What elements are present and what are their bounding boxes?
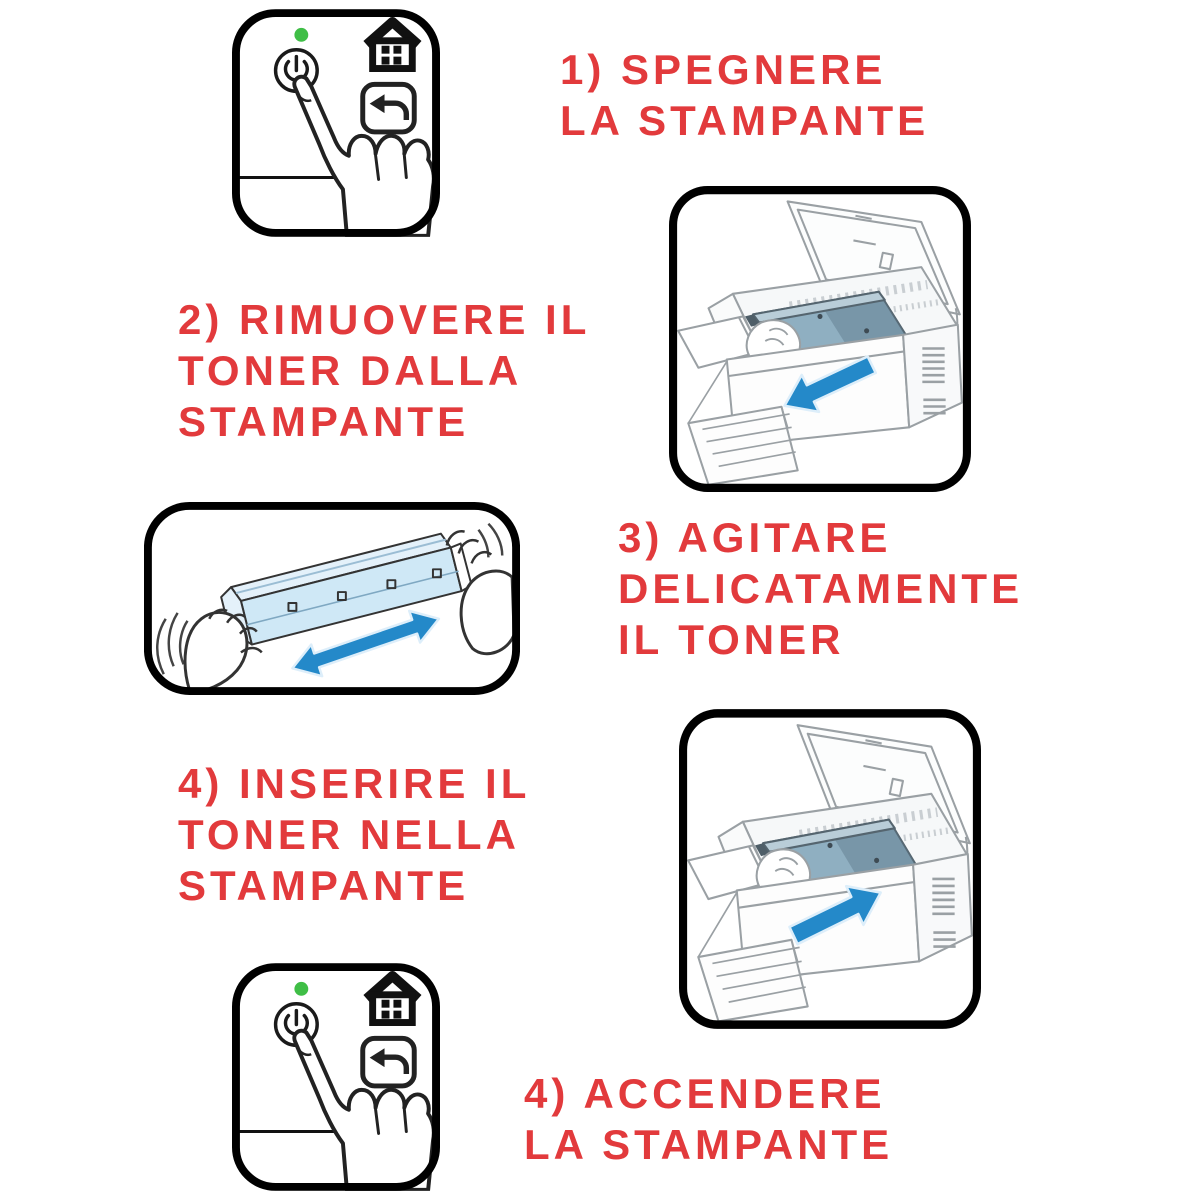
shake-toner-illustration [142,502,522,695]
power-off-illustration [232,8,440,238]
printer-insert-toner-illustration [678,708,982,1030]
step-3-line-3: IL TONER [618,616,845,663]
step-5-line-1: 4) ACCENDERE [524,1070,886,1117]
step-3-line-1: 3) AGITARE [618,514,892,561]
step-4-text [178,758,530,911]
step-3-line-2: DELICATAMENTE [618,565,1024,612]
step-4-line-1: 4) INSERIRE IL [178,760,531,807]
step-4-line-2: TONER NELLA [178,811,520,858]
step-3-text [618,512,1023,665]
step-2-line-2: TONER DALLA [178,347,523,394]
step-4-line-3: STAMPANTE [178,862,470,909]
step-2-line-1: 2) RIMUOVERE IL [178,296,591,343]
step-1-line-2: LA STAMPANTE [560,97,930,144]
power-on-illustration [232,962,440,1192]
step-1-line-1: 1) SPEGNERE [560,46,887,93]
step-1-text [560,44,929,146]
step-2-text [178,294,590,447]
step-2-line-3: STAMPANTE [178,398,470,445]
step-5-line-2: LA STAMPANTE [524,1121,894,1168]
step-5-text [524,1068,893,1170]
printer-remove-toner-illustration [668,185,972,493]
